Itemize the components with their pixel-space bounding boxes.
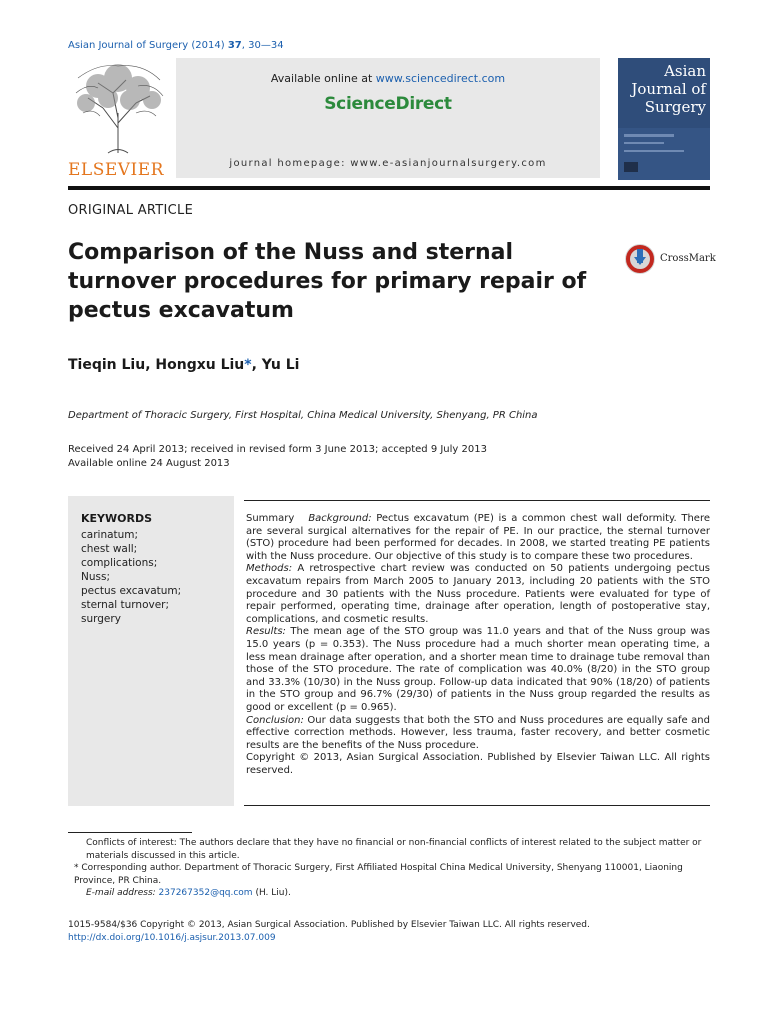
results-label: Results: [246,626,286,638]
keyword-item: chest wall; [81,543,138,555]
received-dates: Received 24 April 2013; received in revised form 3 June 2013; accepted 9 July 2013 [68,444,487,455]
keywords-box [68,496,234,806]
author-1: Tieqin Liu, [68,357,156,373]
cover-title: Asian Journal of Surgery [631,62,706,116]
footnote-rule [68,832,192,833]
cover-texture-icon [618,58,710,180]
sciencedirect-logo: ScienceDirect [324,94,452,114]
keyword-item: Nuss; [81,571,110,583]
abstract-methods: Methods: A retrospective chart review was conducted on 50 patients undergoing pectus excavatum repairs from March 2005 to January 2013, including 20 patients with the STO procedure and 30 patients with the Nuss procedure. Patients were evaluated for type of repair performed, operating time, drainage after operation, length of postoperative stay, complications, and cosmetic results. [246,563,710,625]
citation-journal: Asian Journal of Surgery (2014) [68,40,228,51]
summary-top-rule [244,500,710,501]
background-label: Background: [308,513,372,524]
author-2: Hongxu Liu [155,357,245,373]
journal-cover [618,58,710,180]
issn-copyright: 1015-9584/$36 Copyright © 2013, Asian Surgical Association. Published by Elsevier Taiwan LLC. All rights reserved. [68,920,590,930]
crossmark-label: CrossMark [660,253,716,264]
available-online: Available online at www.sciencedirect.com [270,72,506,85]
article-type: ORIGINAL ARTICLE [68,203,194,218]
author-list [68,357,299,373]
abstract-copyright: Copyright © 2013, Asian Surgical Association. Published by Elsevier Taiwan LLC. All rights reserved. [246,752,710,776]
crossmark-icon [624,243,656,275]
header-divider [68,186,710,190]
citation-pages: , 30—34 [241,40,284,51]
keyword-item: carinatum; [81,529,139,541]
summary-label: Summary [246,513,295,524]
page-footer [68,919,590,945]
affiliation: Department of Thoracic Surgery, First Hospital, China Medical University, Shenyang, PR China [68,410,538,421]
conflicts-footnote: Conflicts of interest: The authors declare that they have no financial or non-financial conflicts of interest related to the subject matter or materials discussed in this article. [86,838,702,861]
keywords-list [81,528,181,626]
conclusion-label: Conclusion: [246,714,304,726]
tree-icon [68,58,168,158]
email-footnote: E-mail address: 237267352@qq.com (H. Liu). [86,888,291,898]
corresponding-author-marker[interactable]: * [244,357,252,373]
methods-label: Methods: [246,563,293,575]
journal-citation[interactable] [68,40,284,51]
article-dates [68,443,487,471]
abstract-conclusion: Conclusion: Our data suggests that both the STO and Nuss procedures are equally safe and effective correction methods. However, less trauma, faster recovery, and better cosmetic results are the benefits of the Nuss procedure. [246,714,710,751]
keyword-item: surgery [81,613,121,625]
author-3: , Yu Li [251,357,300,373]
abstract-background: Summary Background: Pectus excavatum (PE) is a common chest wall deformity. There are several surgical alternatives for the repair of PE. In our practice, the sternal turnover (STO) procedure had been performed for decades. In 2008, we started treating PE patients with the Nuss procedure. Our objective of this study is to compare these two procedures. [246,513,710,562]
journal-header-box [176,58,600,178]
abstract-results: Results: The mean age of the STO group was 11.0 years and that of the Nuss group was 15.0 years (p = 0.353). The Nuss procedure had a much shorter mean operating time, a less mean drainage after operation, and a shorter mean time to drainage tube removal than those of the STO procedure. The rate of complication was 40.0% (8/20) in the STO group and 33.3% (10/30) in the Nuss group. Follow-up data indicated that 90% (18/20) of patients in the STO group and 96.7% (29/30) of patients in the Nuss group regarded the results as good or excellent (p = 0.965). [246,626,710,713]
available-online-date: Available online 24 August 2013 [68,458,230,469]
citation-volume: 37 [227,40,242,51]
summary-bottom-rule [244,805,710,806]
keywords-heading: KEYWORDS [81,512,153,525]
footnotes [68,837,710,900]
abstract-summary [246,513,710,777]
publisher-logo-text: ELSEVIER [68,160,164,180]
email-link[interactable]: 237267352@qq.com [158,888,253,898]
doi-link[interactable]: http://dx.doi.org/10.1016/j.asjsur.2013.07.009 [68,933,276,943]
keyword-item: pectus excavatum; [81,585,182,597]
crossmark-badge[interactable] [624,243,724,275]
keyword-item: complications; [81,557,158,569]
keyword-item: sternal turnover; [81,599,170,611]
sciencedirect-link[interactable]: www.sciencedirect.com [375,72,506,85]
journal-homepage[interactable]: journal homepage: www.e-asianjournalsurgery.com [229,158,547,169]
article-title: Comparison of the Nuss and sternal turnover procedures for primary repair of pectus excavatum [68,240,587,323]
corresponding-footnote: * Corresponding author. Department of Thoracic Surgery, First Affiliated Hospital China Medical University, Shenyang 110001, Liaoning Province, PR China. [74,863,683,886]
